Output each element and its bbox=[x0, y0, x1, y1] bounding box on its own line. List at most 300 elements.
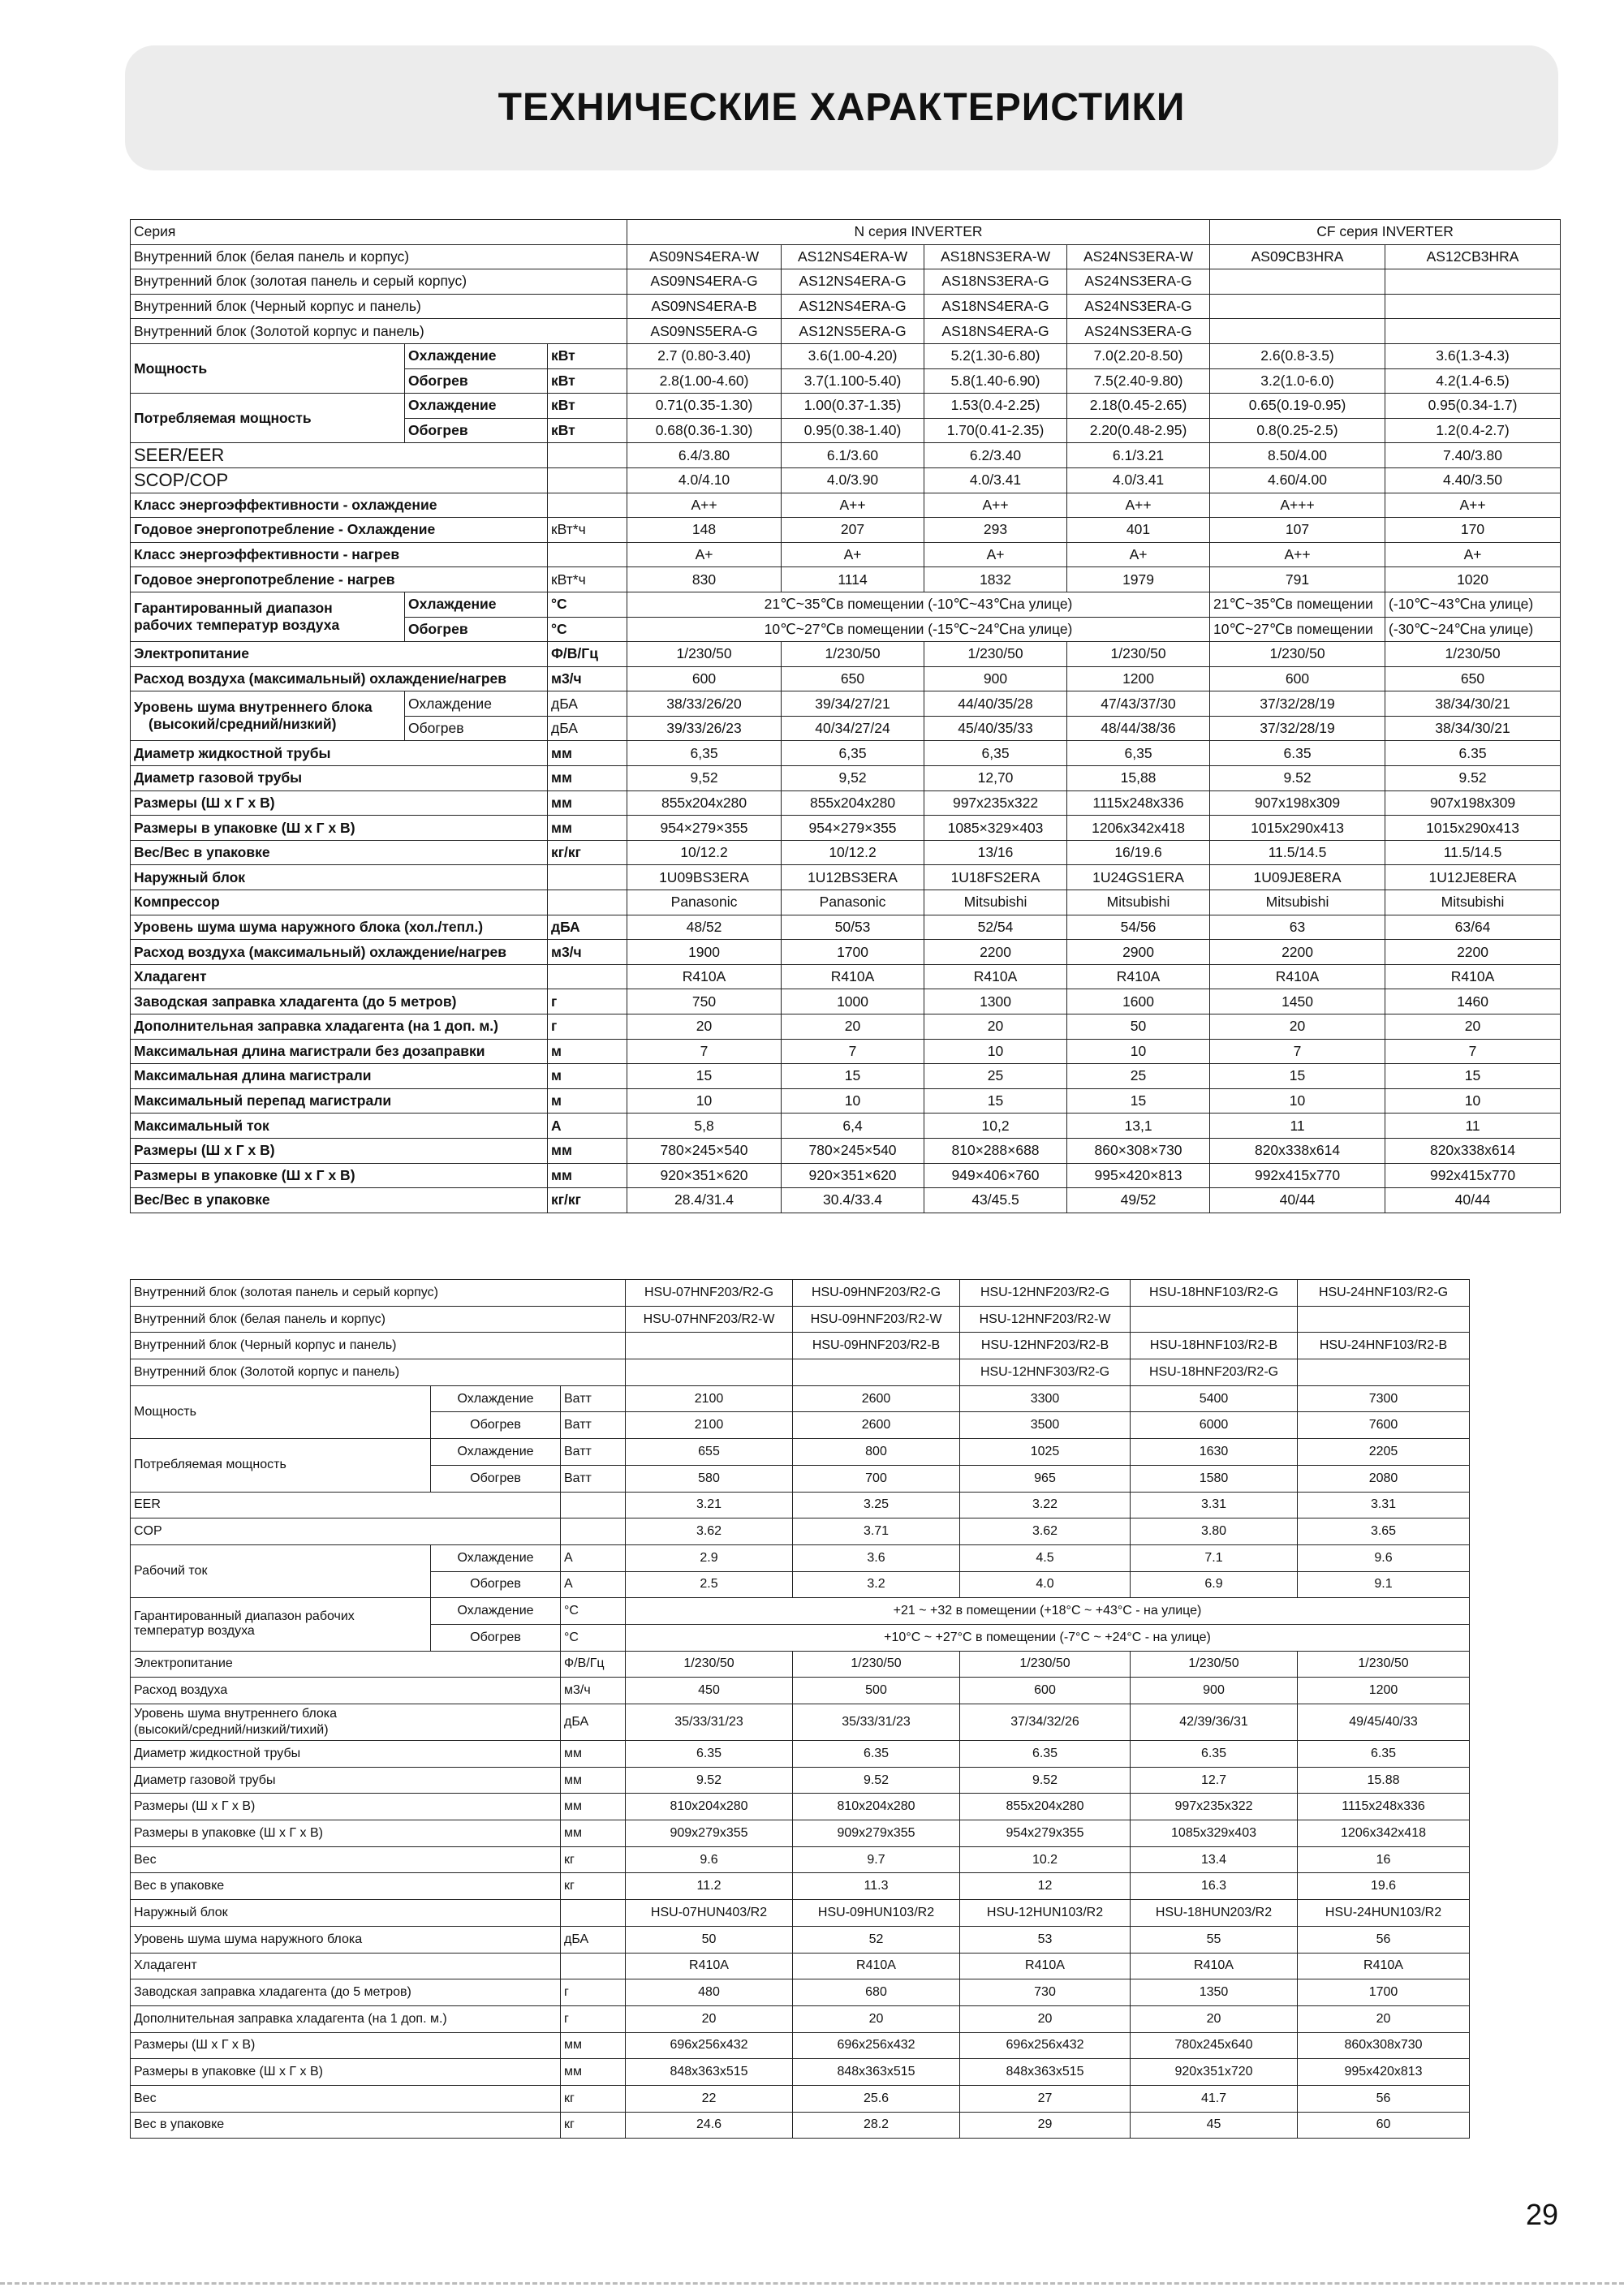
value-cell: 3500 bbox=[960, 1412, 1131, 1439]
value-cell: 170 bbox=[1385, 518, 1561, 543]
value-cell: 15.88 bbox=[1298, 1767, 1470, 1794]
unit-cell: кВт bbox=[548, 343, 627, 368]
value-cell: 401 bbox=[1067, 518, 1210, 543]
table-row bbox=[131, 1651, 1470, 1678]
value-cell: 43/45.5 bbox=[924, 1188, 1067, 1213]
value-cell: 7.5(2.40-9.80) bbox=[1067, 368, 1210, 394]
table-row bbox=[131, 1064, 1561, 1089]
value-cell: 13,1 bbox=[1067, 1114, 1210, 1139]
value-cell bbox=[1385, 319, 1561, 344]
value-cell: AS09NS4ERA-B bbox=[627, 294, 782, 319]
value-cell: 107 bbox=[1210, 518, 1385, 543]
value-cell: 4.0 bbox=[960, 1571, 1131, 1598]
value-cell: 28.2 bbox=[793, 2112, 960, 2139]
mode-label: Охлаждение bbox=[405, 592, 548, 617]
value-cell: 1085x329x403 bbox=[1131, 1820, 1298, 1847]
value-cell: 3.71 bbox=[793, 1518, 960, 1545]
value-cell: AS12NS5ERA-G bbox=[782, 319, 924, 344]
value-cell: 7 bbox=[627, 1039, 782, 1064]
unit-cell: кг bbox=[561, 1846, 626, 1873]
value-cell: 3.22 bbox=[960, 1492, 1131, 1518]
value-cell: 25 bbox=[1067, 1064, 1210, 1089]
table-row bbox=[131, 1767, 1470, 1794]
specs-table-haier-body bbox=[131, 1280, 1470, 2139]
table-row bbox=[131, 1114, 1561, 1139]
value-cell: 995×420×813 bbox=[1067, 1163, 1210, 1188]
value-cell: 1U09BS3ERA bbox=[627, 865, 782, 890]
value-cell: 3.62 bbox=[960, 1518, 1131, 1545]
unit-cell: Ватт bbox=[561, 1385, 626, 1412]
value-cell: AS24NS3ERA-G bbox=[1067, 319, 1210, 344]
value-cell: 10,2 bbox=[924, 1114, 1067, 1139]
title-bar bbox=[125, 45, 1558, 170]
value-cell: 11 bbox=[1385, 1114, 1561, 1139]
table-row bbox=[131, 1900, 1470, 1927]
value-cell: 1/230/50 bbox=[1131, 1651, 1298, 1678]
value-cell bbox=[793, 1359, 960, 1386]
table-row bbox=[131, 1741, 1470, 1768]
value-cell: AS09CB3HRA bbox=[1210, 244, 1385, 269]
row-label bbox=[131, 592, 405, 641]
value-cell: 20 bbox=[626, 2005, 793, 2032]
value-cell: 6.1/3.60 bbox=[782, 443, 924, 468]
value-cell: 655 bbox=[626, 1439, 793, 1466]
table-row bbox=[131, 1704, 1470, 1741]
value-cell: Mitsubishi bbox=[1067, 890, 1210, 915]
value-cell: 1U18FS2ERA bbox=[924, 865, 1067, 890]
value-cell: 11.2 bbox=[626, 1873, 793, 1900]
unit-cell: мм bbox=[548, 790, 627, 816]
value-cell: HSU-18HUN203/R2 bbox=[1131, 1900, 1298, 1927]
value-cell: 780×245×540 bbox=[782, 1138, 924, 1163]
table-row bbox=[131, 2059, 1470, 2086]
value-cell: 37/34/32/26 bbox=[960, 1704, 1131, 1741]
unit-cell: г bbox=[561, 1979, 626, 2006]
row-label: Размеры в упаковке (Ш х Г х В) bbox=[131, 1163, 548, 1188]
value-cell: 5.8(1.40-6.90) bbox=[924, 368, 1067, 394]
value-cell: 0.95(0.34-1.7) bbox=[1385, 394, 1561, 419]
unit-cell: А bbox=[548, 1114, 627, 1139]
row-label: Диаметр жидкостной трубы bbox=[131, 741, 548, 766]
value-cell: 56 bbox=[1298, 1926, 1470, 1953]
value-cell: 63/64 bbox=[1385, 915, 1561, 940]
table-row bbox=[131, 542, 1561, 567]
value-cell: HSU-12HNF303/R2-G bbox=[960, 1359, 1131, 1386]
value-cell: 954×279×355 bbox=[782, 816, 924, 841]
table-row bbox=[131, 269, 1561, 295]
value-cell bbox=[1131, 1306, 1298, 1333]
unit-cell: м3/ч bbox=[561, 1678, 626, 1704]
table-row bbox=[131, 989, 1561, 1014]
value-cell: HSU-09HNF203/R2-W bbox=[793, 1306, 960, 1333]
value-cell: 6,35 bbox=[924, 741, 1067, 766]
value-cell: 56 bbox=[1298, 2085, 1470, 2112]
mode-label: Обогрев bbox=[405, 617, 548, 642]
row-label: EER bbox=[131, 1492, 561, 1518]
value-cell: 25.6 bbox=[793, 2085, 960, 2112]
value-cell: 7 bbox=[1385, 1039, 1561, 1064]
value-cell: 40/34/27/24 bbox=[782, 716, 924, 741]
table-row bbox=[131, 964, 1561, 989]
range-cell: 10℃~27℃в помещении bbox=[1210, 617, 1385, 642]
value-cell: AS24NS3ERA-G bbox=[1067, 294, 1210, 319]
value-cell: 3.25 bbox=[793, 1492, 960, 1518]
value-cell: R410A bbox=[793, 1953, 960, 1979]
value-cell: 2.9 bbox=[626, 1544, 793, 1571]
value-cell: 42/39/36/31 bbox=[1131, 1704, 1298, 1741]
unit-cell: кВт*ч bbox=[548, 518, 627, 543]
row-label: Наружный блок bbox=[131, 1900, 561, 1927]
value-cell: 293 bbox=[924, 518, 1067, 543]
value-cell: 37/32/28/19 bbox=[1210, 691, 1385, 717]
value-cell: HSU-18HNF103/R2-B bbox=[1131, 1333, 1298, 1359]
value-cell: Mitsubishi bbox=[1385, 890, 1561, 915]
table-row bbox=[131, 1518, 1470, 1545]
value-cell: 2205 bbox=[1298, 1439, 1470, 1466]
value-cell: 3.6 bbox=[793, 1544, 960, 1571]
mode-label: Охлаждение bbox=[405, 691, 548, 717]
value-cell: 48/52 bbox=[627, 915, 782, 940]
row-label: Размеры в упаковке (Ш х Г х В) bbox=[131, 1820, 561, 1847]
value-cell: 10 bbox=[782, 1088, 924, 1114]
value-cell: 4.0/4.10 bbox=[627, 467, 782, 493]
row-label: Наружный блок bbox=[131, 865, 548, 890]
value-cell: HSU-09HNF203/R2-B bbox=[793, 1333, 960, 1359]
value-cell: 4.0/3.41 bbox=[924, 467, 1067, 493]
value-cell: 1/230/50 bbox=[626, 1651, 793, 1678]
value-cell: 1979 bbox=[1067, 567, 1210, 592]
table-row bbox=[131, 1014, 1561, 1040]
row-label: Класс энергоэффективности - охлаждение bbox=[131, 493, 548, 518]
value-cell: 20 bbox=[1210, 1014, 1385, 1040]
value-cell: 954×279×355 bbox=[627, 816, 782, 841]
value-cell: 995x420x813 bbox=[1298, 2059, 1470, 2086]
page-number: 29 bbox=[1526, 2198, 1559, 2231]
value-cell: 1580 bbox=[1131, 1465, 1298, 1492]
value-cell: 9.52 bbox=[1210, 766, 1385, 791]
unit-cell: мм bbox=[561, 1767, 626, 1794]
unit-cell: м bbox=[548, 1064, 627, 1089]
table-row bbox=[131, 691, 1561, 717]
unit-cell bbox=[561, 1492, 626, 1518]
value-cell: 6000 bbox=[1131, 1412, 1298, 1439]
unit-cell: мм bbox=[548, 816, 627, 841]
table-row bbox=[131, 567, 1561, 592]
unit-cell: мм bbox=[561, 2032, 626, 2059]
unit-cell: дБА bbox=[548, 915, 627, 940]
unit-cell: Ф/В/Гц bbox=[548, 642, 627, 667]
table-row bbox=[131, 2032, 1470, 2059]
value-cell: 20 bbox=[960, 2005, 1131, 2032]
range-cell: 21℃~35℃в помещении (-10℃~43℃на улице) bbox=[627, 592, 1210, 617]
table-row bbox=[131, 592, 1561, 617]
unit-cell bbox=[548, 964, 627, 989]
value-cell: 13.4 bbox=[1131, 1846, 1298, 1873]
range-cell: 21℃~35℃в помещении bbox=[1210, 592, 1385, 617]
value-cell: 5,8 bbox=[627, 1114, 782, 1139]
range-label-line: рабочих температур воздуха bbox=[134, 617, 340, 633]
table-row bbox=[131, 915, 1561, 940]
table-row bbox=[131, 1598, 1470, 1625]
value-cell: 907x198x309 bbox=[1385, 790, 1561, 816]
mode-label: Обогрев bbox=[431, 1465, 561, 1492]
value-cell: 909x279x355 bbox=[626, 1820, 793, 1847]
value-cell: 9.6 bbox=[1298, 1544, 1470, 1571]
row-label: Вес bbox=[131, 2085, 561, 2112]
value-cell: HSU-18HNF203/R2-G bbox=[1131, 1359, 1298, 1386]
value-cell: 480 bbox=[626, 1979, 793, 2006]
noise-label-line: (высокий/средний/низкий/тихий) bbox=[134, 1723, 329, 1737]
row-label: Хладагент bbox=[131, 1953, 561, 1979]
value-cell: 10 bbox=[924, 1039, 1067, 1064]
unit-cell: Ватт bbox=[561, 1465, 626, 1492]
value-cell: 49/52 bbox=[1067, 1188, 1210, 1213]
value-cell: 907x198x309 bbox=[1210, 790, 1385, 816]
value-cell: 1115х248х336 bbox=[1067, 790, 1210, 816]
value-cell: 6,35 bbox=[627, 741, 782, 766]
value-cell: 820x338x614 bbox=[1385, 1138, 1561, 1163]
mode-label: Обогрев bbox=[431, 1412, 561, 1439]
row-label: Годовое энергопотребление - нагрев bbox=[131, 567, 548, 592]
value-cell: 20 bbox=[782, 1014, 924, 1040]
value-cell: 15 bbox=[782, 1064, 924, 1089]
value-cell: 10 bbox=[1067, 1039, 1210, 1064]
unit-cell: кг bbox=[561, 1873, 626, 1900]
value-cell: R410A bbox=[627, 964, 782, 989]
value-cell: 909x279x355 bbox=[793, 1820, 960, 1847]
value-cell: 20 bbox=[1298, 2005, 1470, 2032]
table-row bbox=[131, 220, 1561, 245]
value-cell: 4.2(1.4-6.5) bbox=[1385, 368, 1561, 394]
table-row bbox=[131, 2085, 1470, 2112]
value-cell: 992x415x770 bbox=[1385, 1163, 1561, 1188]
value-cell: 40/44 bbox=[1385, 1188, 1561, 1213]
unit-cell: мм bbox=[561, 1820, 626, 1847]
value-cell: 1U12JE8ERA bbox=[1385, 865, 1561, 890]
value-cell: 37/32/28/19 bbox=[1210, 716, 1385, 741]
value-cell bbox=[626, 1359, 793, 1386]
value-cell: 7 bbox=[1210, 1039, 1385, 1064]
range-label-line: Гарантированный диапазон рабочих bbox=[134, 1609, 355, 1624]
value-cell: 450 bbox=[626, 1678, 793, 1704]
value-cell: A+ bbox=[782, 542, 924, 567]
value-cell: 696x256x432 bbox=[626, 2032, 793, 2059]
value-cell: 7300 bbox=[1298, 1385, 1470, 1412]
value-cell: 10 bbox=[627, 1088, 782, 1114]
unit-cell: °C bbox=[561, 1624, 626, 1651]
value-cell: 820x338x614 bbox=[1210, 1138, 1385, 1163]
table-row bbox=[131, 1163, 1561, 1188]
specs-table-haier bbox=[130, 1279, 1470, 2139]
value-cell: 500 bbox=[793, 1678, 960, 1704]
table-row bbox=[131, 394, 1561, 419]
row-label: COP bbox=[131, 1518, 561, 1545]
value-cell: Mitsubishi bbox=[1210, 890, 1385, 915]
unit-cell: °C bbox=[548, 617, 627, 642]
value-cell: 2100 bbox=[626, 1412, 793, 1439]
value-cell: 1115x248x336 bbox=[1298, 1794, 1470, 1820]
table-row bbox=[131, 1846, 1470, 1873]
row-label: Дополнительная заправка хладагента (на 1 доп. м.) bbox=[131, 1014, 548, 1040]
value-cell: HSU-07HNF203/R2-W bbox=[626, 1306, 793, 1333]
value-cell: 1700 bbox=[782, 940, 924, 965]
table-row bbox=[131, 1280, 1470, 1307]
table-row bbox=[131, 1439, 1470, 1466]
value-cell: 650 bbox=[782, 666, 924, 691]
value-cell: 860×308×730 bbox=[1067, 1138, 1210, 1163]
value-cell: 680 bbox=[793, 1979, 960, 2006]
value-cell: 3.31 bbox=[1298, 1492, 1470, 1518]
row-label: Серия bbox=[131, 220, 627, 245]
unit-cell: кг/кг bbox=[548, 840, 627, 865]
value-cell: 920×351×620 bbox=[627, 1163, 782, 1188]
value-cell: 39/34/27/21 bbox=[782, 691, 924, 717]
value-cell: 28.4/31.4 bbox=[627, 1188, 782, 1213]
value-cell: 2200 bbox=[1210, 940, 1385, 965]
table-row bbox=[131, 1188, 1561, 1213]
value-cell: 6.35 bbox=[1131, 1741, 1298, 1768]
row-label: Потребляемая мощность bbox=[131, 1439, 431, 1492]
value-cell: 1025 bbox=[960, 1439, 1131, 1466]
value-cell: 6.35 bbox=[1298, 1741, 1470, 1768]
value-cell: HSU-12HNF203/R2-W bbox=[960, 1306, 1131, 1333]
value-cell: 900 bbox=[924, 666, 1067, 691]
value-cell: 1/230/50 bbox=[960, 1651, 1131, 1678]
value-cell: 1600 bbox=[1067, 989, 1210, 1014]
value-cell: 52 bbox=[793, 1926, 960, 1953]
value-cell: 55 bbox=[1131, 1926, 1298, 1953]
value-cell: 27 bbox=[960, 2085, 1131, 2112]
value-cell: 1U09JE8ERA bbox=[1210, 865, 1385, 890]
value-cell: 1460 bbox=[1385, 989, 1561, 1014]
table-row bbox=[131, 244, 1561, 269]
value-cell: R410A bbox=[1298, 1953, 1470, 1979]
value-cell: 6.35 bbox=[1210, 741, 1385, 766]
value-cell: AS18NS3ERA-G bbox=[924, 269, 1067, 295]
value-cell: 7.40/3.80 bbox=[1385, 443, 1561, 468]
value-cell: 9.52 bbox=[793, 1767, 960, 1794]
row-label: Размеры (Ш х Г х В) bbox=[131, 1794, 561, 1820]
value-cell: 855х204х280 bbox=[782, 790, 924, 816]
value-cell: 3.7(1.100-5.40) bbox=[782, 368, 924, 394]
value-cell: 11.3 bbox=[793, 1873, 960, 1900]
row-label: Внутренний блок (золотая панель и серый корпус) bbox=[131, 1280, 626, 1307]
value-cell: 0.8(0.25-2.5) bbox=[1210, 418, 1385, 443]
range-cell: (-10℃~43℃на улице) bbox=[1385, 592, 1561, 617]
value-cell: 35/33/31/23 bbox=[626, 1704, 793, 1741]
unit-cell: кг/кг bbox=[548, 1188, 627, 1213]
value-cell: HSU-12HUN103/R2 bbox=[960, 1900, 1131, 1927]
unit-cell bbox=[561, 1518, 626, 1545]
value-cell: 13/16 bbox=[924, 840, 1067, 865]
unit-cell: мм bbox=[548, 1163, 627, 1188]
value-cell: 810x204x280 bbox=[793, 1794, 960, 1820]
range-cell: +10°С ~ +27°С в помещении (-7°С ~ +24°С - на улице) bbox=[626, 1624, 1470, 1651]
value-cell: HSU-24HNF103/R2-G bbox=[1298, 1280, 1470, 1307]
value-cell: 49/45/40/33 bbox=[1298, 1704, 1470, 1741]
value-cell: 4.60/4.00 bbox=[1210, 467, 1385, 493]
unit-cell bbox=[548, 443, 627, 468]
table-row bbox=[131, 319, 1561, 344]
value-cell: 53 bbox=[960, 1926, 1131, 1953]
table-row bbox=[131, 294, 1561, 319]
value-cell: 15,88 bbox=[1067, 766, 1210, 791]
row-label: Вес/Вес в упаковке bbox=[131, 1188, 548, 1213]
value-cell: 16/19.6 bbox=[1067, 840, 1210, 865]
value-cell: 6.9 bbox=[1131, 1571, 1298, 1598]
unit-cell: °C bbox=[561, 1598, 626, 1625]
row-label: Размеры в упаковке (Ш х Г х В) bbox=[131, 2059, 561, 2086]
value-cell: R410A bbox=[1131, 1953, 1298, 1979]
value-cell: AS12NS4ERA-W bbox=[782, 244, 924, 269]
value-cell: 11 bbox=[1210, 1114, 1385, 1139]
value-cell: 38/34/30/21 bbox=[1385, 691, 1561, 717]
row-label: Расход воздуха (максимальный) охлаждение/нагрев bbox=[131, 940, 548, 965]
row-label: Уровень шума шума наружного блока (хол./тепл.) bbox=[131, 915, 548, 940]
mode-label: Охлаждение bbox=[431, 1385, 561, 1412]
value-cell: AS18NS3ERA-W bbox=[924, 244, 1067, 269]
value-cell: 800 bbox=[793, 1439, 960, 1466]
row-label: Диаметр жидкостной трубы bbox=[131, 1741, 561, 1768]
value-cell: A++ bbox=[627, 493, 782, 518]
table-row bbox=[131, 1979, 1470, 2006]
row-label: Вес в упаковке bbox=[131, 1873, 561, 1900]
value-cell: 50 bbox=[1067, 1014, 1210, 1040]
value-cell: A+ bbox=[1385, 542, 1561, 567]
value-cell: 600 bbox=[1210, 666, 1385, 691]
noise-label-line: Уровень шума внутреннего блока bbox=[134, 1707, 338, 1721]
value-cell: 9.52 bbox=[626, 1767, 793, 1794]
value-cell: 0.65(0.19-0.95) bbox=[1210, 394, 1385, 419]
value-cell: 810×288×688 bbox=[924, 1138, 1067, 1163]
value-cell: 15 bbox=[1210, 1064, 1385, 1089]
value-cell: R410A bbox=[1067, 964, 1210, 989]
table-row bbox=[131, 493, 1561, 518]
value-cell: 39/33/26/23 bbox=[627, 716, 782, 741]
value-cell: 29 bbox=[960, 2112, 1131, 2139]
value-cell: 30.4/33.4 bbox=[782, 1188, 924, 1213]
value-cell: HSU-12HNF203/R2-G bbox=[960, 1280, 1131, 1307]
row-label: Максимальный перепад магистрали bbox=[131, 1088, 548, 1114]
value-cell: 9.6 bbox=[626, 1846, 793, 1873]
value-cell: AS09NS5ERA-G bbox=[627, 319, 782, 344]
value-cell: 9.52 bbox=[1385, 766, 1561, 791]
value-cell: 1.2(0.4-2.7) bbox=[1385, 418, 1561, 443]
value-cell: 20 bbox=[924, 1014, 1067, 1040]
value-cell: 207 bbox=[782, 518, 924, 543]
table-row bbox=[131, 343, 1561, 368]
value-cell: 965 bbox=[960, 1465, 1131, 1492]
value-cell: 791 bbox=[1210, 567, 1385, 592]
value-cell: 10.2 bbox=[960, 1846, 1131, 1873]
table-row bbox=[131, 467, 1561, 493]
value-cell: 6.35 bbox=[1385, 741, 1561, 766]
value-cell: 855x204x280 bbox=[960, 1794, 1131, 1820]
unit-cell: кг bbox=[561, 2085, 626, 2112]
value-cell: 6.35 bbox=[793, 1741, 960, 1768]
value-cell: 600 bbox=[960, 1678, 1131, 1704]
value-cell: HSU-24HUN103/R2 bbox=[1298, 1900, 1470, 1927]
value-cell: 9.52 bbox=[960, 1767, 1131, 1794]
unit-cell: дБА bbox=[561, 1926, 626, 1953]
value-cell: 1206х342х418 bbox=[1067, 816, 1210, 841]
value-cell: 1900 bbox=[627, 940, 782, 965]
table-row bbox=[131, 2112, 1470, 2139]
value-cell: 22 bbox=[626, 2085, 793, 2112]
value-cell: 10 bbox=[1385, 1088, 1561, 1114]
value-cell: 848x363x515 bbox=[960, 2059, 1131, 2086]
value-cell: A++ bbox=[924, 493, 1067, 518]
